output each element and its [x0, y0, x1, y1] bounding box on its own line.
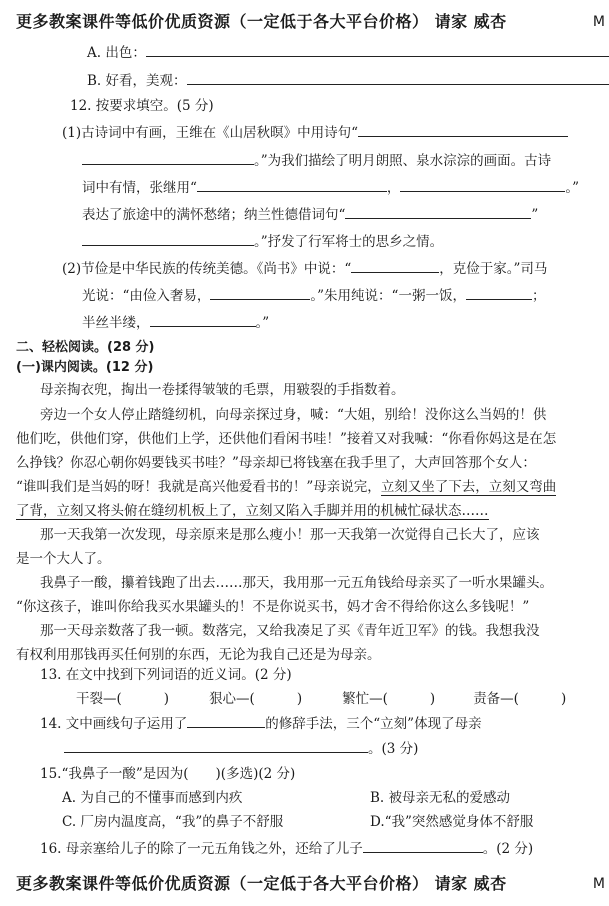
answer-blank[interactable] [150, 312, 256, 327]
q12-p2-text: ，克俭于家。”司马 [439, 261, 548, 277]
answer-blank[interactable] [197, 177, 387, 192]
q14-text: 14. 文中画线句子运用了 [40, 716, 188, 732]
passage-line [16, 477, 556, 497]
q15-option-d[interactable]: D.“我”突然感觉身体不舒服 [370, 814, 534, 830]
q13-close: ) [429, 691, 436, 707]
q12-p1-line5 [82, 231, 443, 252]
q12-p1-text: ， [386, 180, 401, 196]
footer-edge-letter: M [592, 876, 605, 892]
q11-b-label: B. 好看，美观： [87, 73, 187, 89]
q12-p1-line4: 表达了旅途中的满怀愁绪；纳兰性德借词句“ ” [82, 204, 538, 225]
answer-blank[interactable] [187, 713, 265, 728]
q12-p1-text: 。”为我们描绘了明月朗照、泉水淙淙的画面。古诗 [254, 153, 552, 169]
q13-word: 繁忙—( [342, 691, 388, 707]
passage-line: 有权利用那钱再买任何别的东西，无论为我自己还是为母亲。 [16, 647, 381, 663]
q12-p1-line2 [82, 150, 551, 171]
q11-a-label: A. 出色： [87, 45, 146, 61]
q13-word: 干裂—( [76, 691, 122, 707]
answer-blank[interactable] [345, 204, 531, 219]
q16-text: 16. 母亲塞给儿子的除了一元五角钱之外，还给了儿子 [40, 841, 363, 857]
q12-p2-line1 [62, 258, 547, 279]
answer-blank[interactable] [363, 838, 483, 853]
passage-line: 他们吃，供他们穿，供他们上学，还供他们看闲书哇！”接着又对我喊：“你看你妈这是在怎 [16, 431, 557, 447]
answer-blank[interactable] [64, 738, 368, 753]
q12-p2-text: 半丝半缕， [82, 315, 150, 331]
q12-p1-text: 。” [565, 180, 580, 196]
page-footer: 更多教案课件等低价优质资源（一定低于各大平台价格） 请家 威杏 [16, 874, 507, 893]
passage-line: 那一天母亲数落了我一顿。数落完，又给我凑足了买《青年近卫军》的钱。我想我没 [40, 623, 540, 639]
q13-close: ) [296, 691, 303, 707]
answer-blank[interactable] [82, 231, 254, 246]
answer-blank[interactable] [210, 285, 310, 300]
q13-word: 狠心—( [209, 691, 255, 707]
passage-line: 么挣钱？你忍心朝你妈要钱买书哇？”母亲却已将钱塞在我手里了，大声回答那个女人： [16, 455, 536, 471]
q13-close: ) [163, 691, 170, 707]
q12-p2-text: 。”朱用纯说：“一粥一饭， [310, 288, 466, 304]
q12-p2-line3 [82, 312, 269, 333]
q14-text: 。(3 分) [368, 741, 419, 757]
q12-p1-line3 [82, 177, 579, 198]
passage-line: 我鼻子一酸，攥着钱跑了出去……那天，我用那一元五角钱给母亲买了一听水果罐头。 [40, 575, 553, 591]
answer-blank[interactable] [82, 150, 254, 165]
q12-p2-text: 。” [255, 315, 270, 331]
passage-line: 是一个大人了。 [16, 551, 111, 567]
q11-option-b [87, 70, 609, 91]
q12-p1-text: (1)古诗词中有画，王维在《山居秋暝》中用诗句“ [62, 125, 359, 141]
q13-word: 责备—( [473, 691, 519, 707]
q13-close: ) [560, 691, 567, 707]
q12-p2-line2 [82, 285, 545, 306]
q12-p1-text: 表达了旅途中的满怀愁绪；纳兰性德借词句“ [82, 207, 346, 223]
underlined-sentence: 立刻又坐了下去，立刻又弯曲 [380, 479, 557, 495]
q15-option-a[interactable]: A. 为自己的不懂事而感到内疚 [62, 790, 243, 806]
q12-p2-text: ； [531, 288, 546, 304]
q14-line2 [64, 738, 418, 759]
passage-line: “你这孩子，谁叫你给我买水果罐头的！不是你说买书，妈才舍不得给你这么多钱呢！” [16, 599, 530, 615]
underlined-sentence: 了背，立刻又将头俯在缝纫机板上了，立刻又陷入手脚并用的机械忙碌状态…… [16, 503, 489, 519]
answer-blank[interactable] [146, 42, 609, 57]
answer-blank[interactable] [187, 70, 609, 85]
subsection-title: (一)课内阅读。(12 分) [16, 360, 154, 375]
passage-line: 旁边一个女人停止踏缝纫机，向母亲探过身，喊：“大姐，别给！没你这么当妈的！供 [40, 407, 547, 423]
q15-title: 15.“我鼻子一酸”是因为( )(多选)(2 分) [40, 766, 296, 782]
q14-text: 的修辞手法，三个“立刻”体现了母亲 [265, 716, 482, 732]
q15-option-c[interactable]: C. 厂房内温度高，“我”的鼻子不舒服 [62, 814, 284, 830]
q16-line [40, 838, 533, 859]
answer-blank[interactable] [400, 177, 565, 192]
header-edge-letter: M [592, 14, 605, 30]
passage-line: 那一天我第一次发现，母亲原来是那么瘦小！那一天我第一次觉得自己长大了，应该 [40, 527, 540, 543]
q12-title: 12. 按要求填空。(5 分) [70, 98, 214, 114]
section-title: 二、轻松阅读。(28 分) [16, 340, 155, 355]
q12-p2-text: 光说：“由俭入奢易， [82, 288, 211, 304]
passage-line: 母亲掏衣兜，掏出一卷揉得皱皱的毛票，用皲裂的手指数着。 [40, 382, 405, 398]
q15-option-b[interactable]: B. 被母亲无私的爱感动 [370, 790, 511, 806]
q12-p1-text: 词中有情，张继用“ [82, 180, 197, 196]
answer-blank[interactable] [351, 258, 439, 273]
q12-p1-text: 。”抒发了行军将士的思乡之情。 [254, 234, 444, 250]
page-header: 更多教案课件等低价优质资源（一定低于各大平台价格） 请家 威杏 [16, 12, 507, 31]
passage-text: “谁叫我们是当妈的呀！我就是高兴他爱看书的！”母亲说完， [16, 479, 381, 495]
passage-line [16, 501, 489, 521]
q13-words [76, 689, 566, 709]
answer-blank[interactable] [358, 122, 568, 137]
q12-p1-line1 [62, 122, 568, 143]
answer-blank[interactable] [466, 285, 532, 300]
q13-title: 13. 在文中找到下列词语的近义词。(2 分) [40, 667, 292, 683]
q11-option-a [87, 42, 609, 63]
q16-text: 。(2 分) [482, 841, 534, 857]
q14-line1 [40, 713, 482, 734]
q12-p2-text: (2)节俭是中华民族的传统美德。《尚书》中说：“ [62, 261, 352, 277]
